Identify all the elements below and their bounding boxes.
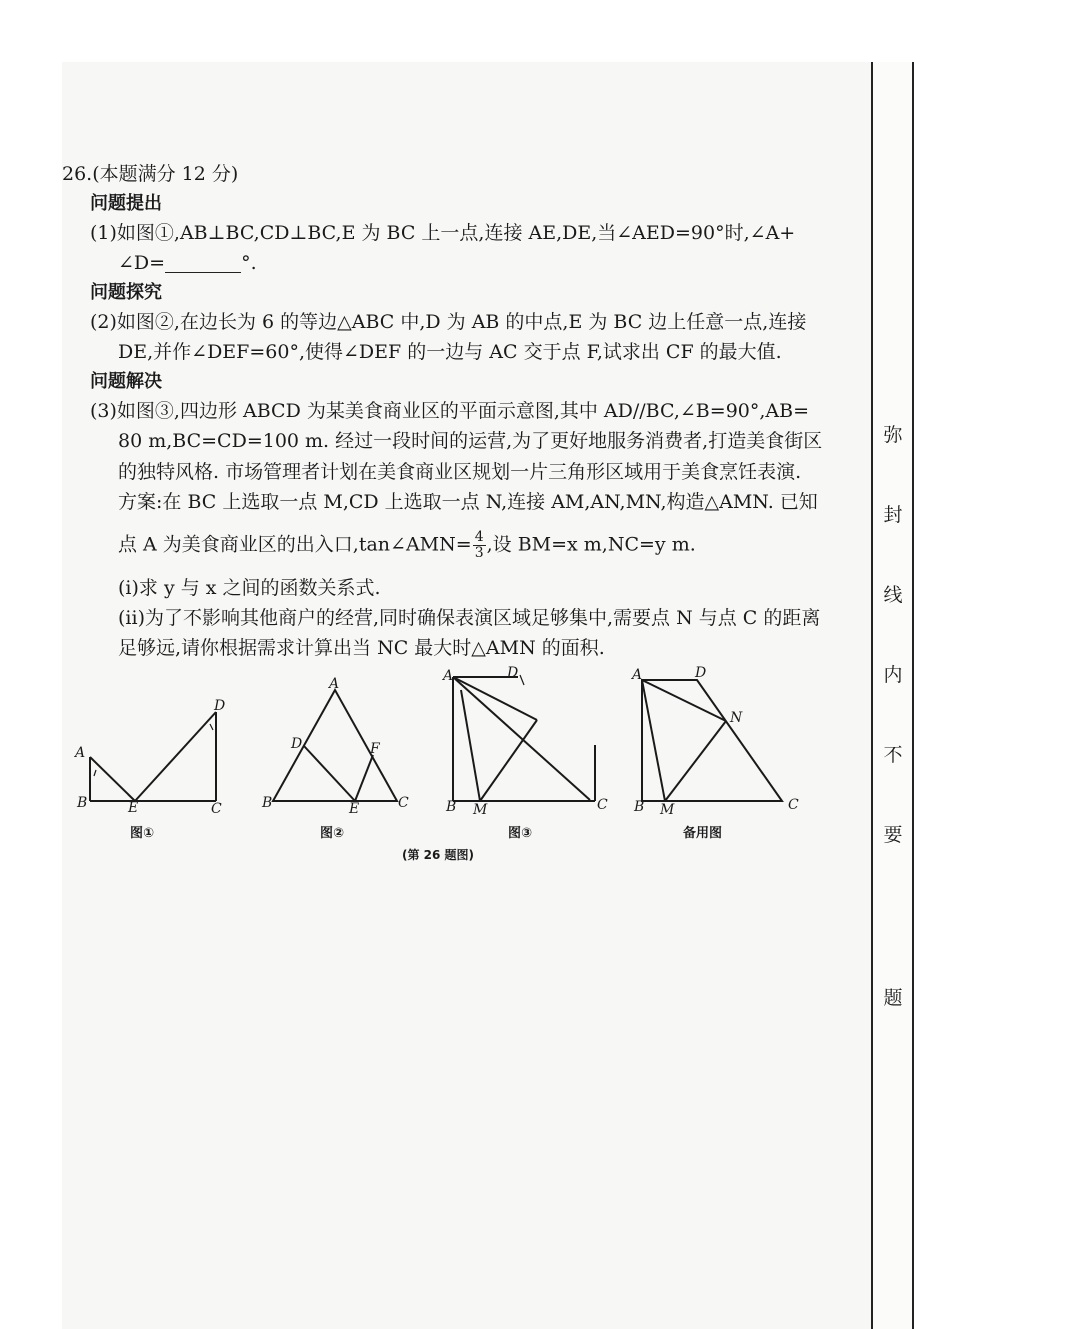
fraction-denominator: 3 — [474, 545, 484, 561]
variable-definition: ,设 BM=x m,NC=y m. — [486, 533, 696, 556]
figure-1-drawing — [90, 712, 216, 801]
part1-angle-sum: ∠D= — [118, 252, 166, 274]
section-title-1: 问题提出 — [90, 193, 162, 214]
seal-char: 题 — [883, 987, 903, 1009]
fig3-label-C: C — [597, 797, 608, 813]
fig1-label-E: E — [128, 800, 139, 816]
fig1-caption: 图① — [130, 826, 155, 841]
part2-line2: DE,并作∠DEF=60°,使得∠DEF 的一边与 AC 交于点 F,试求出 CF 的最大值. — [118, 341, 782, 363]
fig4-label-A: A — [632, 667, 643, 683]
question-header: 26.(本题满分 12 分) — [62, 163, 239, 185]
seal-char: 内 — [883, 664, 903, 686]
part3-subquestion-ii-line2: 足够远,请你根据需求计算出当 NC 最大时△AMN 的面积. — [118, 637, 605, 659]
part3-line3: 的独特风格. 市场管理者计划在美食商业区规划一片三角形区域用于美食烹饪表演. — [118, 461, 802, 483]
section-title-2: 问题探究 — [90, 282, 162, 303]
fig4-label-D: D — [695, 665, 707, 681]
figure-group-caption: (第 26 题图) — [402, 848, 475, 862]
fig2-label-A: A — [329, 676, 340, 692]
fig2-label-C: C — [398, 795, 409, 811]
seal-char: 不 — [883, 744, 903, 766]
fig1-label-B: B — [77, 795, 88, 811]
seal-char: 封 — [883, 504, 903, 526]
seal-char: 弥 — [883, 424, 903, 446]
part3-line2: 80 m,BC=CD=100 m. 经过一段时间的运营,为了更好地服务消费者,打造美食街区 — [118, 430, 823, 452]
fig1-label-A: A — [75, 745, 86, 761]
fig2-label-B: B — [262, 795, 273, 811]
seal-char: 要 — [883, 824, 903, 846]
fig4-label-C: C — [788, 797, 799, 813]
fig4-caption: 备用图 — [683, 826, 723, 841]
fig2-label-E: E — [349, 801, 360, 817]
fig4-label-M: M — [660, 802, 675, 818]
fig4-label-N: N — [730, 710, 743, 726]
fig3-label-B: B — [446, 799, 457, 815]
part1-line1: (1)如图①,AB⊥BC,CD⊥BC,E 为 BC 上一点,连接 AE,DE,当∠AED=90°时,∠A+ — [90, 222, 796, 244]
fig3-label-A: A — [443, 668, 454, 684]
fig3-label-D: D — [507, 665, 519, 681]
part3-line4: 方案:在 BC 上选取一点 M,CD 上选取一点 N,连接 AM,AN,MN,构造△AMN. 已知 — [118, 491, 818, 513]
fig3-label-M: M — [473, 802, 488, 818]
fig1-label-C: C — [211, 801, 222, 817]
tan-statement: 点 A 为美食商业区的出入口,tan∠AMN= — [118, 533, 472, 556]
fig4-label-B: B — [634, 799, 645, 815]
part2-line1: (2)如图②,在边长为 6 的等边△ABC 中,D 为 AB 的中点,E 为 BC 边上任意一点,连接 — [90, 311, 807, 333]
part3-subquestion-i: (i)求 y 与 x 之间的函数关系式. — [118, 577, 381, 599]
degree-mark: °. — [241, 252, 257, 274]
fig2-caption: 图② — [320, 826, 345, 841]
section-title-3: 问题解决 — [90, 371, 162, 392]
figure-3-drawing — [453, 675, 595, 801]
fig2-label-D: D — [291, 736, 303, 752]
seal-char: 线 — [883, 584, 903, 606]
fig2-label-F: F — [370, 741, 380, 757]
figure-4-drawing — [642, 680, 782, 801]
fig3-caption: 图③ — [508, 826, 533, 841]
part3-line1: (3)如图③,四边形 ABCD 为某美食商业区的平面示意图,其中 AD//BC,∠B=90°,AB= — [90, 400, 810, 422]
fig1-label-D: D — [214, 698, 226, 714]
part3-subquestion-ii-line1: (ii)为了不影响其他商户的经营,同时确保表演区域足够集中,需要点 N 与点 C 的距离 — [118, 607, 821, 629]
fraction-numerator: 4 — [474, 529, 484, 545]
